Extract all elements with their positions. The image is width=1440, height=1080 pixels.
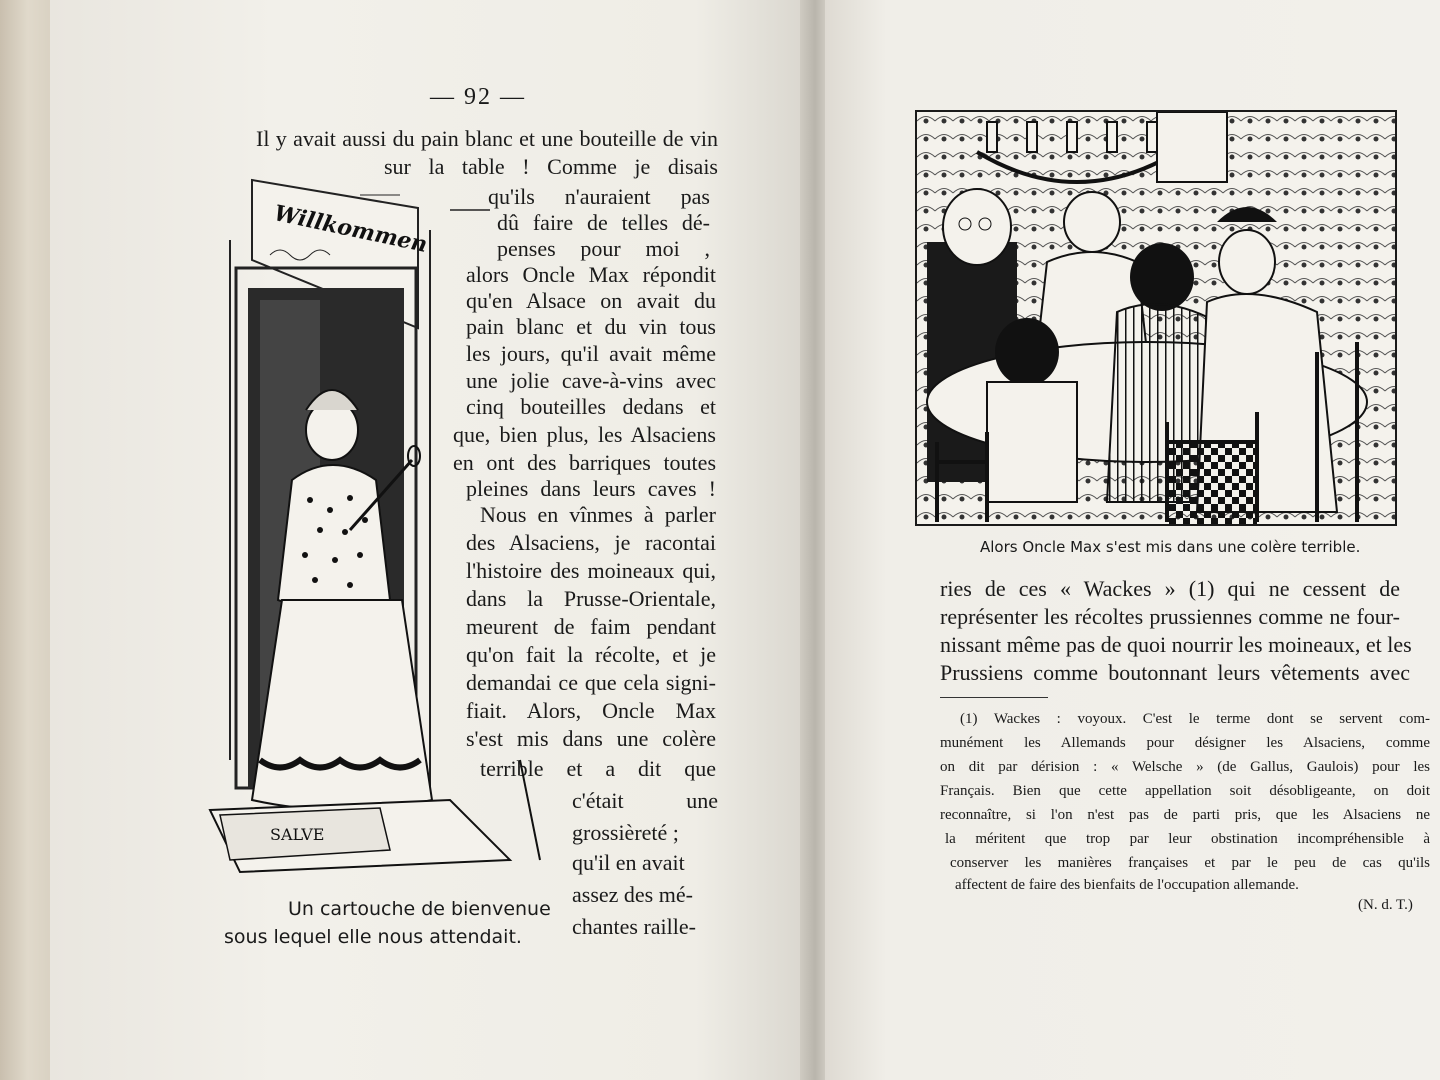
text-line: cinq bouteilles dedans et [466, 394, 716, 419]
text-line: c'était une [572, 788, 718, 813]
text-line: qu'on fait la récolte, et je [466, 642, 716, 667]
text-line: Il y avait aussi du pain blanc et une bouteille de vin [256, 126, 718, 151]
text-line: dans la Prusse-Orientale, [466, 586, 716, 611]
left-caption-line1: Un cartouche de bienvenue [288, 898, 551, 920]
left-caption-line2: sous lequel elle nous attendait. [224, 926, 522, 948]
text-line: terrible et a dit que [480, 756, 716, 781]
text-line: sur la table ! Comme je disais [384, 154, 718, 179]
footnote-line: conserver les manières françaises et par le peu de cas qu'ils [950, 855, 1430, 871]
sign-text: Willkommen [271, 200, 430, 258]
text-line: chantes raille- [572, 914, 696, 939]
text-line: pleines dans leurs caves ! [466, 476, 716, 501]
text-line: meurent de faim pendant [466, 614, 716, 639]
text-line: ries de ces « Wackes » (1) qui ne cessent de [940, 576, 1400, 601]
footnote-line: affectent de faire des bienfaits de l'occupation allemande. [955, 877, 1299, 893]
text-line: Prussiens comme boutonnant leurs vêtements avec [940, 660, 1410, 685]
text-line: assez des mé- [572, 882, 693, 907]
text-line: pain blanc et du vin tous [466, 314, 716, 339]
text-line: qu'ils n'auraient pas [488, 184, 710, 209]
footnote-signature: (N. d. T.) [1358, 897, 1413, 913]
text-line: qu'il en avait [572, 850, 685, 875]
doorway-illustration [200, 160, 560, 900]
text-line: Nous en vînmes à parler [480, 502, 716, 527]
text-line: alors Oncle Max répondit [466, 262, 716, 287]
text-line: nissant même pas de quoi nourrir les moineaux, et les [940, 632, 1412, 657]
text-line: demandai ce que cela signi- [466, 670, 716, 695]
text-line: s'est mis dans une colère [466, 726, 716, 751]
footnote-line: la méritent que trop par leur obstination incompréhensible à [945, 831, 1430, 847]
footnote-line: munément les Allemands pour désigner les Alsaciens, comme [940, 735, 1430, 751]
text-line: les jours, qu'il avait même [466, 341, 716, 366]
page-number: — 92 — [430, 84, 526, 110]
text-line: représenter les récoltes prussiennes comme ne four- [940, 604, 1400, 629]
footnote-line: (1) Wackes : voyoux. C'est le terme dont se servent com- [960, 711, 1430, 727]
footnote-line: reconnaître, si l'on n'est pas de parti pris, que les Alsaciens ne [940, 807, 1430, 823]
footnote-line: Français. Bien que cette appellation soit désobligeante, on doit [940, 783, 1430, 799]
footnote-line: on dit par dérision : « Welsche » (de Gallus, Gaulois) pour les [940, 759, 1430, 775]
text-line: dû faire de telles dé- [497, 210, 710, 235]
mat-text: SALVE [270, 825, 325, 844]
text-line: une jolie cave-à-vins avec [466, 368, 716, 393]
text-line: en ont des barriques toutes [453, 450, 716, 475]
text-line: des Alsaciens, je racontai [466, 530, 716, 555]
text-line: penses pour moi , [497, 236, 710, 261]
text-line: fiait. Alors, Oncle Max [466, 698, 716, 723]
footnote-rule [940, 697, 1048, 698]
text-line: que, bien plus, les Alsaciens [453, 422, 716, 447]
text-line: grossièreté ; [572, 820, 679, 845]
right-caption: Alors Oncle Max s'est mis dans une colère terrible. [980, 538, 1361, 556]
text-line: qu'en Alsace on avait du [466, 288, 716, 313]
dinner-illustration [915, 110, 1397, 526]
text-line: l'histoire des moineaux qui, [466, 558, 716, 583]
